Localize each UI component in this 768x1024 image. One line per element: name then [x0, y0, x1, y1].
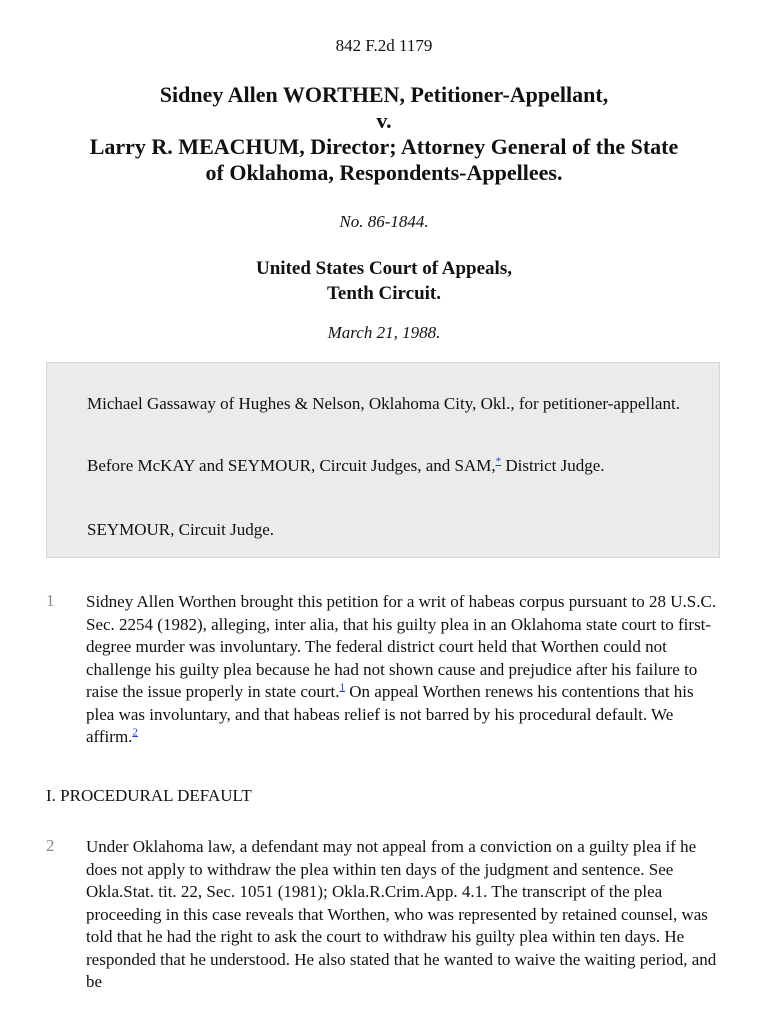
case-title-line: v. [376, 108, 392, 133]
paragraph-text-part: Sidney Allen Worthen brought this petition for a writ of habeas corpus pursuant to 28 U.S.C. Sec. 2254 (1982), alleging, inter alia, that his guilty plea in an Oklahoma state court to first-degree murder was involuntary. The federal district court held that Worthen could not challenge his guilty plea because he had not shown cause and prejudice after his failure to raise the issue properly in state court. [86, 592, 717, 701]
footnote-link-star[interactable]: * [495, 455, 502, 468]
court-line: United States Court of Appeals, [256, 258, 512, 279]
panel-text-part: Before McKAY and SEYMOUR, Circuit Judges, and SAM, [87, 456, 496, 475]
case-citation: 842 F.2d 1179 [335, 36, 433, 55]
court-line: Tenth Circuit. [326, 283, 442, 304]
footnote-link-1[interactable]: 1 [339, 681, 346, 694]
footnote-link-2[interactable]: 2 [132, 726, 138, 739]
case-title-line: Larry R. MEACHUM, Director; Attorney General of the State [89, 134, 679, 159]
paragraph-text [86, 836, 726, 994]
counsel-text: Michael Gassaway of Hughes & Nelson, Oklahoma City, Okl., for petitioner-appellant. [87, 394, 680, 413]
decision-date: March 21, 1988. [327, 323, 441, 342]
author-text: SEYMOUR, Circuit Judge. [87, 520, 274, 539]
counsel-box [46, 362, 720, 558]
paragraph-number: 2 [46, 836, 55, 855]
court-name [0, 256, 768, 306]
section-heading: I. PROCEDURAL DEFAULT [46, 786, 252, 805]
paragraph-text-part: Under Oklahoma law, a defendant may not appeal from a conviction on a guilty plea if he does not apply to withdraw the plea within ten days of the judgment and sentence. See Okla.Stat. tit. 22, Sec. 1051 (1981); Okla.R.Crim.App. 4.1. The transcript of the plea proceeding in this case reveals that Worthen, who was represented by retained counsel, was told that he had the right to ask the court to withdraw his guilty plea within ten days. He responded that he understood. He also stated that he wanted to waive the waiting period, and be [86, 837, 717, 991]
paragraph-text [86, 591, 726, 749]
paragraph-text-part: On appeal Worthen renews his contentions that his plea was involuntary, and that habeas relief is not barred by his procedural default. We affirm. [86, 682, 694, 746]
case-title [20, 82, 748, 186]
panel-text [87, 455, 687, 477]
docket-number: No. 86-1844. [339, 212, 429, 231]
case-title-line: of Oklahoma, Respondents-Appellees. [205, 160, 563, 185]
panel-text-part: District Judge. [501, 456, 605, 475]
paragraph-number: 1 [46, 591, 55, 610]
case-title-line: Sidney Allen WORTHEN, Petitioner-Appellant, [159, 82, 609, 107]
